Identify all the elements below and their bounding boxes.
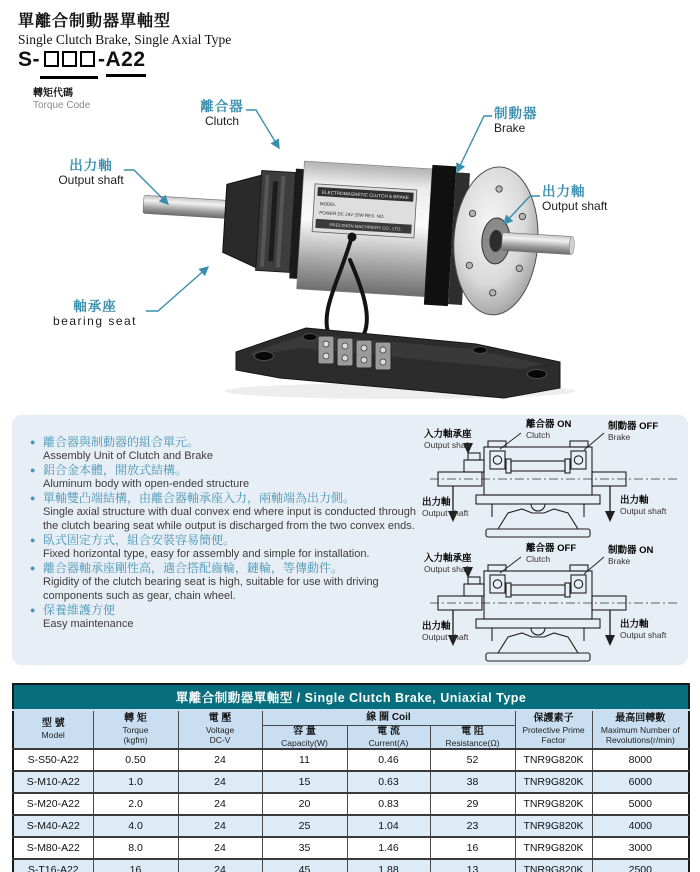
torque-code-boxes [40,48,98,79]
cell-torque: 2.0 [93,793,178,815]
cell-voltage: 24 [178,793,262,815]
cell-resistance: 13 [430,859,515,872]
cell-current: 1.88 [347,859,430,872]
cell-model: S-M40-A22 [13,815,93,837]
callout-bearing-en: bearing seat [52,314,138,328]
torque-code-box [80,51,95,67]
cell-maxrev: 3000 [592,837,689,859]
feature-en: Assembly Unit of Clutch and Brake [43,450,213,462]
diagram-brake-label: 制動器 ON Brake [608,545,654,566]
callout-clutch-zh: 離合器 [200,99,244,114]
cell-resistance: 29 [430,793,515,815]
product-photo [0,90,700,405]
feature-item [30,435,430,463]
cell-model: S-T16-A22 [13,859,93,872]
feature-zh: ● 單軸雙凸端結構，由離合器軸承座入力，兩軸端為出力側。 [43,491,356,505]
callout-brake [494,106,560,135]
cell-capacity: 20 [262,793,347,815]
callout-output-right-zh: 出力軸 [542,184,586,199]
svg-text:PRECISION MACHINERY CO., LTD.: PRECISION MACHINERY CO., LTD. [329,222,402,232]
feature-zh: ● 臥式固定方式，組合安裝容易簡便。 [43,533,236,547]
cell-resistance: 52 [430,749,515,771]
callout-output-right-en: Output shaft [542,199,608,213]
cell-protective: TNR9G820K [515,749,592,771]
table-row [13,771,689,793]
callout-bearing-seat [46,299,144,328]
feature-en: Easy maintenance [43,618,134,630]
cell-protective: TNR9G820K [515,859,592,872]
feature-en: Aluminum body with open-ended structure [43,478,250,490]
callout-clutch-en: Clutch [204,114,239,128]
spec-table [12,683,690,872]
table-title-row [13,684,689,710]
col-header-voltage: 電 壓 Voltage DC-V [178,710,262,749]
page-title-zh: 單離合制動器單軸型 [18,13,172,30]
feature-zh: ● 離合器與制動器的組合單元。 [43,435,200,449]
feature-item [30,561,430,603]
features-panel [12,415,688,665]
feature-en: Rigidity of the clutch bearing seat is high, suitable for use with driving components such as gear, chain wheel. [43,576,379,602]
cell-resistance: 38 [430,771,515,793]
callout-bearing-zh: 軸承座 [73,299,117,314]
table-header-row [13,710,689,725]
cell-protective: TNR9G820K [515,771,592,793]
feature-item [30,463,430,491]
feature-zh: ● 離合器軸承座剛性高，適合搭配齒輪，鏈輪，等傳動件。 [43,561,344,575]
col-header-current: 電 流 Current(A) [347,725,430,749]
diagram-brake-label: 制動器 OFF Brake [608,421,659,442]
torque-code-box [44,51,59,67]
col-header-resistance: 電 阻 Resistance(Ω) [430,725,515,749]
col-header-capacity: 容 量 Capacity(W) [262,725,347,749]
table-row [13,815,689,837]
col-header-coil: 線 圈 Coil [262,710,515,725]
feature-item [30,533,430,561]
cell-resistance: 23 [430,815,515,837]
callout-brake-zh: 制動器 [494,106,538,121]
diagram-input-label: 入力軸承座 Output shaft [424,429,472,450]
diagram-output-right-label: 出力軸 Output shaft [620,619,667,640]
cell-voltage: 24 [178,859,262,872]
cell-maxrev: 6000 [592,771,689,793]
feature-zh: ● 保養維護方便 [43,603,116,617]
callout-output-shaft-left [58,158,124,187]
torque-code-caption-en: Torque Code [33,100,91,111]
table-row [13,749,689,771]
callout-clutch [190,99,254,128]
feature-en: Single axial structure with dual convex end where input is conducted through the clutch bearing seat while output is discharged from the two convex ends. [43,506,417,532]
title-block [18,8,231,48]
cell-torque: 1.0 [93,771,178,793]
diagram-output-right-label: 出力軸 Output shaft [620,495,667,516]
feature-item [30,603,430,631]
model-code-dash: - [98,48,106,71]
model-code-suffix: A22 [106,48,146,77]
diagram-input-label: 入力軸承座 Output shaft [424,553,472,574]
model-code [18,48,146,79]
cell-voltage: 24 [178,749,262,771]
diagram-brake-on [422,543,690,667]
diagram-output-left-label: 出力軸 Output shaft [422,497,469,518]
col-header-protective: 保護素子 Protective Prime Factor [515,710,592,749]
cell-maxrev: 8000 [592,749,689,771]
table-row [13,793,689,815]
cell-current: 0.46 [347,749,430,771]
device-body [138,145,579,319]
cell-torque: 0.50 [93,749,178,771]
cell-maxrev: 5000 [592,793,689,815]
cell-voltage: 24 [178,837,262,859]
callout-output-shaft-right [542,184,622,213]
feature-zh: ● 鋁合金本體，開放式結構。 [43,463,188,477]
page-title-en: Single Clutch Brake, Single Axial Type [18,32,232,47]
cell-protective: TNR9G820K [515,837,592,859]
torque-code-box [62,51,77,67]
cell-torque: 8.0 [93,837,178,859]
diagram-clutch-label: 離合器 ON Clutch [526,419,572,440]
cell-maxrev: 2500 [592,859,689,872]
cell-current: 1.04 [347,815,430,837]
col-header-model: 型 號 Model [13,710,93,749]
callout-output-left-zh: 出力軸 [69,158,113,173]
svg-text:ELECTROMAGNETIC CLUTCH & BRAKE: ELECTROMAGNETIC CLUTCH & BRAKE [321,189,410,201]
cell-capacity: 15 [262,771,347,793]
cell-model: S-M80-A22 [13,837,93,859]
cell-maxrev: 4000 [592,815,689,837]
feature-en: Fixed horizontal type, easy for assembly and simple for installation. [43,548,370,560]
cell-resistance: 16 [430,837,515,859]
product-photo-area [0,90,700,405]
cell-capacity: 25 [262,815,347,837]
table-row [13,859,689,872]
cell-model: S-M20-A22 [13,793,93,815]
feature-item [30,491,430,533]
cell-capacity: 35 [262,837,347,859]
cell-protective: TNR9G820K [515,793,592,815]
cell-model: S-S50-A22 [13,749,93,771]
cell-voltage: 24 [178,815,262,837]
cell-model: S-M10-A22 [13,771,93,793]
cell-capacity: 11 [262,749,347,771]
cell-protective: TNR9G820K [515,815,592,837]
feature-list [30,435,430,631]
cell-voltage: 24 [178,771,262,793]
cell-current: 0.63 [347,771,430,793]
col-header-torque: 轉 矩 Torque (kgfm) [93,710,178,749]
col-header-maxrev: 最高回轉數 Maximum Number of Revolutions(r/min) [592,710,689,749]
cell-current: 0.83 [347,793,430,815]
svg-text:POWER DC 24V 20W REX. NO.: POWER DC 24V 20W REX. NO. [319,210,385,220]
table-row [13,837,689,859]
diagram-clutch-label: 離合器 OFF Clutch [526,543,577,564]
cell-current: 1.46 [347,837,430,859]
cell-torque: 16 [93,859,178,872]
callout-brake-en: Brake [494,121,526,135]
callout-output-left-en: Output shaft [58,173,124,187]
cell-torque: 4.0 [93,815,178,837]
table-title: 單離合制動器單軸型 / Single Clutch Brake, Uniaxial Type [13,684,689,710]
svg-text:MODEL: MODEL [319,201,336,208]
torque-code-caption-zh: 轉矩代碼 [33,88,73,99]
nameplate [312,184,417,238]
diagram-output-left-label: 出力軸 Output shaft [422,621,469,642]
model-code-prefix: S- [18,48,40,71]
diagram-clutch-on [422,419,690,543]
cell-capacity: 45 [262,859,347,872]
